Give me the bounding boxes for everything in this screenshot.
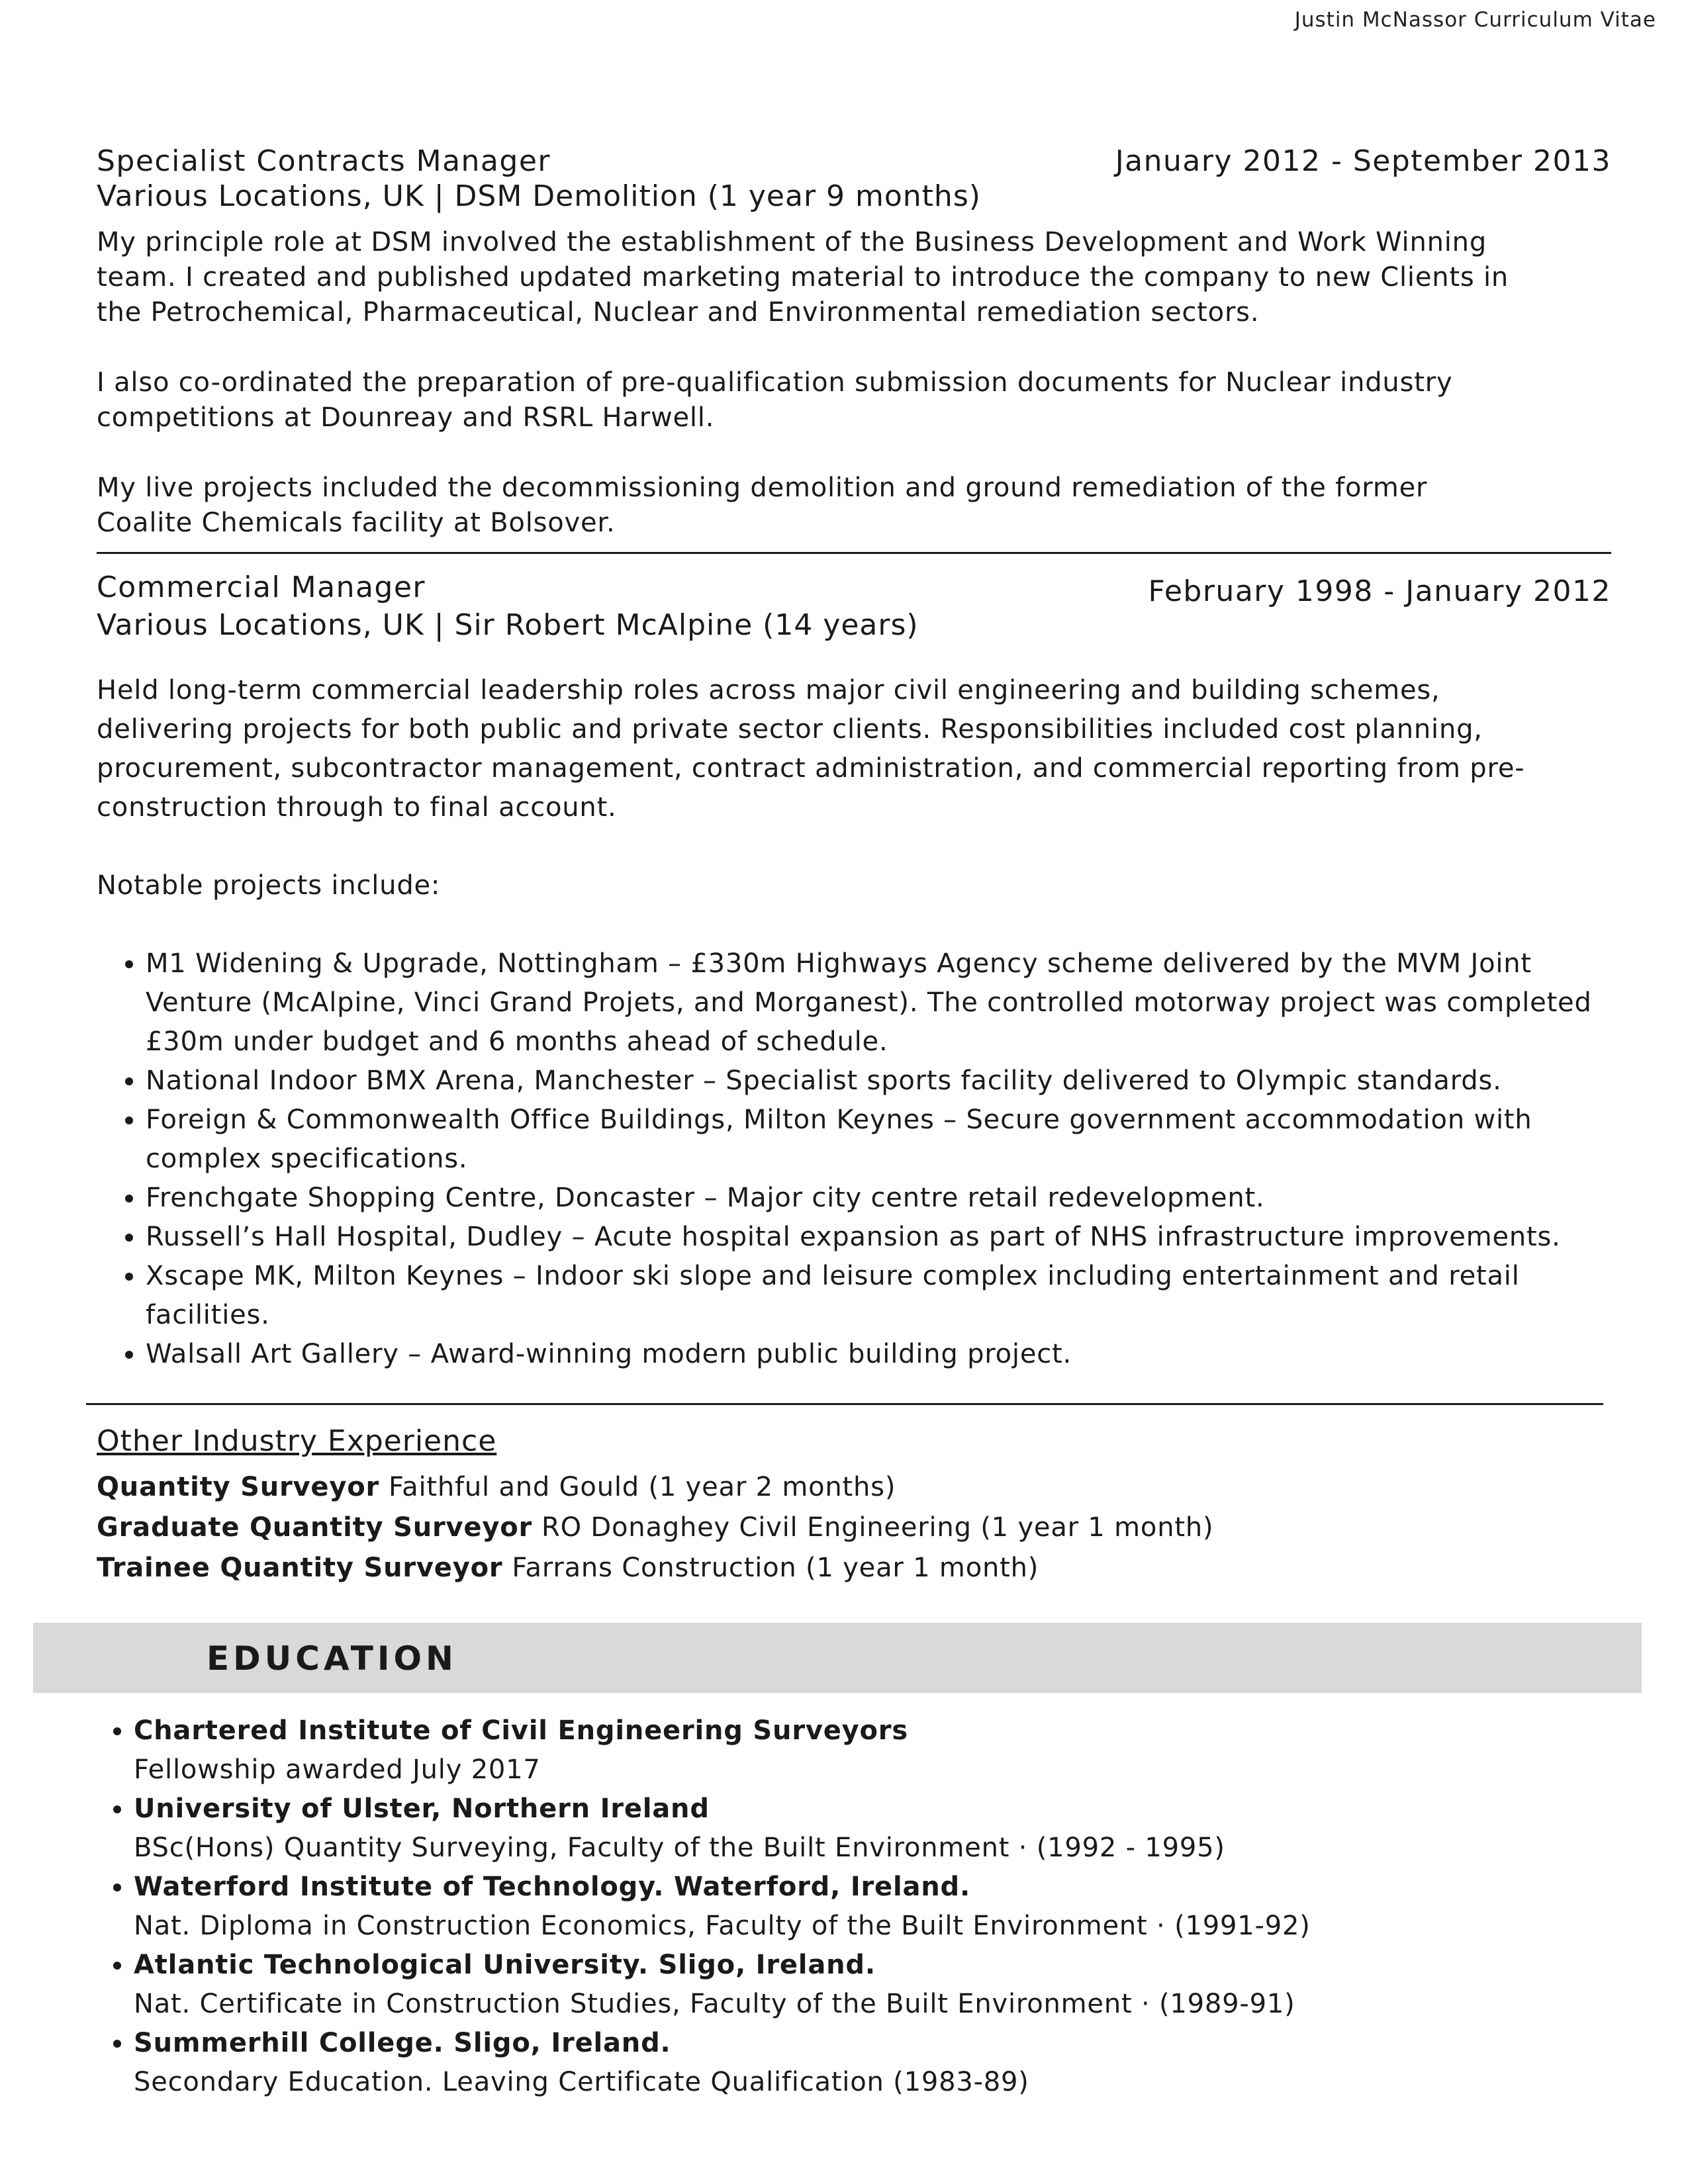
job-paragraph: My principle role at DSM involved the establishment of the Business Development and Work Winning team. I created and published updated marketing material to introduce the company to new Clients in the Petrochemical, Pharmaceutical, Nuclear and Environmental remediation sectors. bbox=[97, 227, 1509, 328]
list-item: • Foreign & Commonwealth Office Buildings, Milton Keynes – Secure government accommodation with complex specifications. bbox=[146, 1101, 1628, 1179]
institution-name: • Atlantic Technological University. Sligo, Ireland. bbox=[134, 1950, 876, 1980]
job-subtitle: Various Locations, UK | Sir Robert McAlpine (14 years) bbox=[97, 608, 919, 642]
role-detail: RO Donaghey Civil Engineering (1 year 1 month) bbox=[541, 1512, 1214, 1543]
job-summary: Held long-term commercial leadership roles across major civil engineering and building schemes, delivering projects for both public and private sector clients. Responsibilities included cost planning, procurement, subcontractor management, contract administration, and commercial reporting from pre-construction through to final account. bbox=[97, 675, 1525, 823]
qualification-detail: Secondary Education. Leaving Certificate Qualification (1983-89) bbox=[134, 2067, 1029, 2097]
qualification-detail: Nat. Diploma in Construction Economics, Faculty of the Built Environment · (1991-92) bbox=[134, 1911, 1311, 1941]
job-paragraph: My live projects included the decommissioning demolition and ground remediation of the former Coalite Chemicals facility at Bolsover. bbox=[97, 473, 1428, 538]
job-entry-dsm bbox=[97, 144, 1611, 541]
education-item bbox=[134, 1946, 1590, 2024]
education-item bbox=[134, 1711, 1590, 1790]
job-title: Commercial Manager bbox=[97, 570, 426, 604]
job-dates: February 1998 - January 2012 bbox=[1148, 574, 1611, 608]
section-divider bbox=[86, 1403, 1603, 1405]
job-entry-mcalpine bbox=[97, 570, 1611, 1374]
qualification-detail: Nat. Certificate in Construction Studies, Faculty of the Built Environment · (1989-91) bbox=[134, 1989, 1295, 2019]
qualification-detail: Fellowship awarded July 2017 bbox=[134, 1754, 541, 1785]
education-list bbox=[86, 1711, 1590, 2102]
education-item bbox=[134, 2024, 1590, 2102]
role-label: Trainee Quantity Surveyor bbox=[97, 1553, 503, 1583]
education-item bbox=[134, 1868, 1590, 1946]
education-item bbox=[134, 1790, 1590, 1868]
section-divider bbox=[97, 552, 1611, 554]
projects-intro: Notable projects include: bbox=[97, 870, 441, 901]
list-item: • M1 Widening & Upgrade, Nottingham – £330m Highways Agency scheme delivered by the MVM Joint Venture (McAlpine, Vinci Grand Projets, and Morganest). The controlled motorway project was completed £30m under budget and 6 months ahead of schedule. bbox=[146, 944, 1628, 1062]
list-item: • National Indoor BMX Arena, Manchester – Specialist sports facility delivered to Olympic standards. bbox=[146, 1062, 1628, 1101]
institution-name: • Waterford Institute of Technology. Waterford, Ireland. bbox=[134, 1872, 970, 1902]
institution-name: • Summerhill College. Sligo, Ireland. bbox=[134, 2028, 671, 2058]
role-label: Quantity Surveyor bbox=[97, 1472, 379, 1502]
role-detail: Farrans Construction (1 year 1 month) bbox=[512, 1553, 1039, 1583]
job-header bbox=[97, 570, 1611, 608]
document-header-note: Justin McNassor Curriculum Vitae bbox=[1294, 8, 1656, 32]
role-detail: Faithful and Gould (1 year 2 months) bbox=[389, 1472, 896, 1502]
list-item: • Frenchgate Shopping Centre, Doncaster – Major city centre retail redevelopment. bbox=[146, 1179, 1628, 1218]
qualification-detail: BSc(Hons) Quantity Surveying, Faculty of the Built Environment · (1992 - 1995) bbox=[134, 1833, 1225, 1863]
job-header bbox=[97, 144, 1611, 178]
job-title: Specialist Contracts Manager bbox=[97, 144, 551, 178]
job-paragraph: I also co-ordinated the preparation of pre-qualification submission documents for Nuclear industry competitions at Dounreay and RSRL Harwell. bbox=[97, 367, 1453, 433]
role-label: Graduate Quantity Surveyor bbox=[97, 1512, 533, 1543]
institution-name: • University of Ulster, Northern Ireland bbox=[134, 1794, 710, 1824]
list-item: • Xscape MK, Milton Keynes – Indoor ski slope and leisure complex including entertainment and retail facilities. bbox=[146, 1257, 1628, 1335]
experience-list bbox=[97, 1467, 1611, 1588]
projects-list bbox=[97, 944, 1628, 1374]
experience-row bbox=[97, 1548, 1611, 1588]
other-experience-section bbox=[97, 1424, 1611, 1588]
education-heading: EDUCATION bbox=[207, 1639, 457, 1678]
section-title: Other Industry Experience bbox=[97, 1424, 497, 1458]
education-heading-band bbox=[33, 1623, 1642, 1693]
list-item: • Walsall Art Gallery – Award-winning modern public building project. bbox=[146, 1335, 1628, 1374]
job-dates: January 2012 - September 2013 bbox=[1115, 144, 1611, 178]
list-item: • Russell’s Hall Hospital, Dudley – Acute hospital expansion as part of NHS infrastructure improvements. bbox=[146, 1218, 1628, 1257]
institution-name: • Chartered Institute of Civil Engineering Surveyors bbox=[134, 1715, 908, 1746]
experience-row bbox=[97, 1467, 1611, 1508]
job-subtitle: Various Locations, UK | DSM Demolition (1 year 9 months) bbox=[97, 179, 981, 213]
experience-row bbox=[97, 1508, 1611, 1548]
